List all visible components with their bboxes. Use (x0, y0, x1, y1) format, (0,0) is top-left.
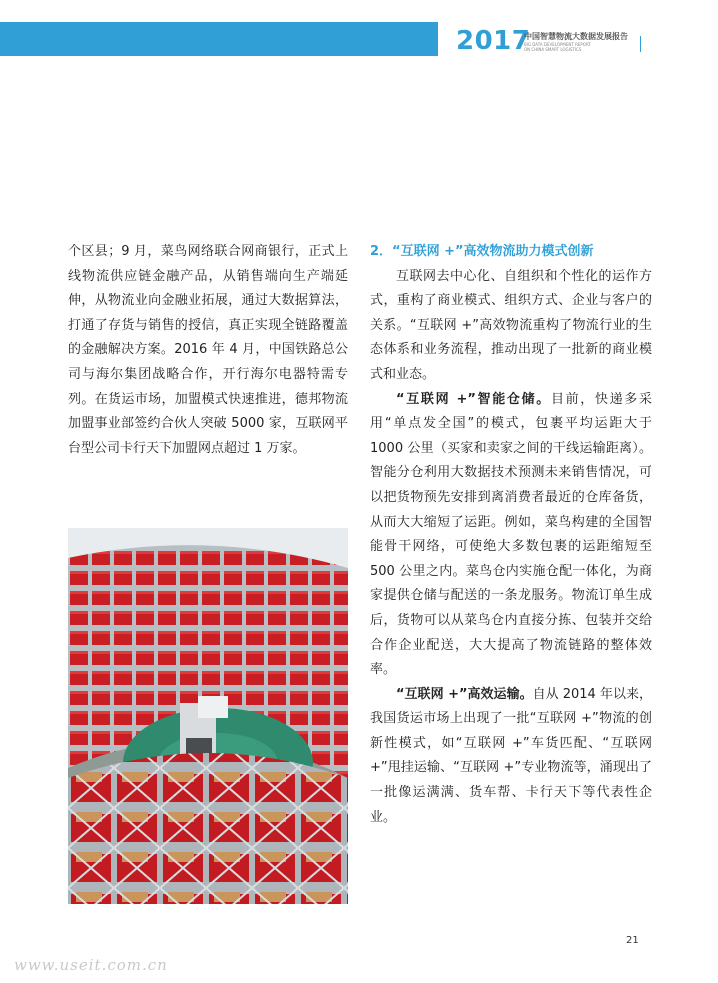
page-number: 21 (626, 935, 639, 946)
report-year: 2017 (456, 26, 531, 56)
smart-storage-text: 目前，快递多采用“单点发全国”的模式，包裹平均运距大于 1000 公里（买家和卖家之间的干线运输距离）。智能分仓利用大数据技术预测未来销售情况，可以把货物预先安排到离消费者最近的仓库备货，从而大大缩短了运距。例如，菜鸟构建的全国智能骨干网络，可使绝大多数包裹的运距缩短至 500 公里之内。菜鸟仓内实施仓配一体化，为商家提供仓储与配送的一条龙服务。物流订单生成后，货物可以从菜鸟仓内直接分拣、包装并交给合作企业配送，大大提高了物流链路的整体效率。 (370, 391, 652, 678)
warehouse-robot-photo (68, 528, 348, 904)
efficient-transport-heading: “互联网 +”高效运输。 (396, 686, 533, 702)
warehouse-robot-illustration (68, 528, 348, 904)
intro-paragraph: 互联网去中心化、自组织和个性化的运作方式，重构了商业模式、组织方式、企业与客户的关系。“互联网 +”高效物流重构了物流行业的生态体系和业务流程，推动出现了一批新的商业模式和业态。 (370, 268, 652, 382)
right-column (370, 240, 652, 830)
section-title: 2．“互联网 +”高效物流助力模式创新 (370, 244, 594, 259)
header-bar (0, 22, 438, 56)
efficient-transport-text: 自从 2014 年以来，我国货运市场上出现了一批“互联网 +”物流的创新性模式，如“互联网 +”车货匹配、“互联网 +”甩挂运输、“互联网 +”专业物流等，涌现出了一批像运满满、货车帮、卡行天下等代表性企业。 (370, 686, 652, 825)
report-title-cn: 中国智慧物流大数据发展报告 (524, 32, 628, 41)
watermark: www.useit.com.cn (14, 956, 168, 974)
smart-storage-paragraph (370, 388, 652, 683)
left-paragraph: 个区县；9 月，菜鸟网络联合网商银行，正式上线物流供应链金融产品，从销售端向生产端延伸，从物流业向金融业拓展，通过大数据算法，打通了存货与销售的授信，真正实现全链路覆盖的金融解决方案。2016 年 4 月，中国铁路总公司与海尔集团战略合作，开行海尔电器特需专列。在货运市场，加盟模式快速推进，德邦物流加盟事业部签约合伙人突破 5000 家，互联网平台型公司卡行天下加盟网点超过 1 万家。 (68, 244, 348, 456)
header-divider (640, 36, 641, 52)
smart-storage-heading: “互联网 +”智能仓储。 (396, 391, 551, 407)
left-column (68, 240, 348, 461)
report-title-en-2: ON CHINA SMART LOGISTICS (524, 47, 582, 52)
report-title-en-1: BIG DATA DEVELOPMENT REPORT (524, 42, 591, 47)
report-title-block (524, 31, 628, 52)
efficient-transport-paragraph (370, 683, 652, 831)
